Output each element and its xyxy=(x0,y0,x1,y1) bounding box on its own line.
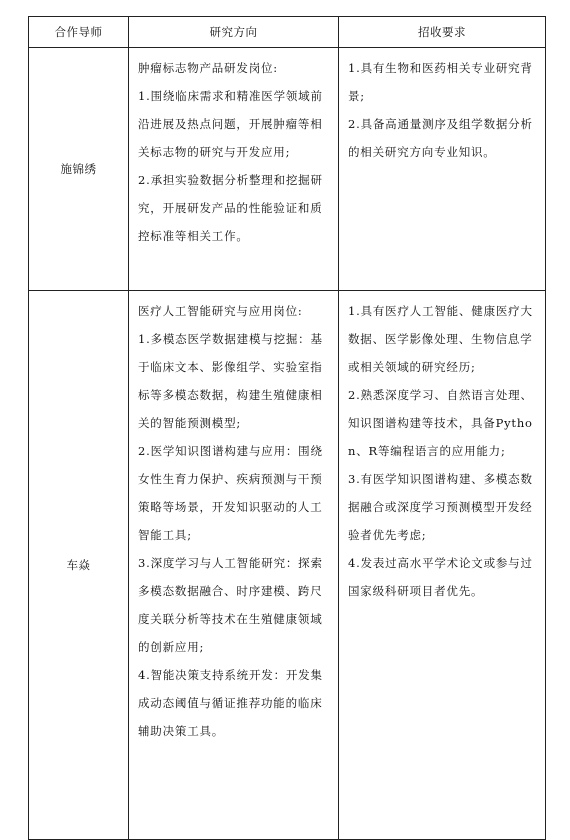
table-row xyxy=(29,291,546,840)
requirement-paragraph: 4.发表过高水平学术论文或参与过国家级科研项目者优先。 xyxy=(348,556,533,598)
direction-paragraph: 1.围绕临床需求和精准医学领域前沿进展及热点问题，开展肿瘤等相关标志物的研究与开发应用; xyxy=(138,89,323,159)
header-requirements: 招收要求 xyxy=(339,17,546,48)
mentor-name: 车焱 xyxy=(29,291,129,840)
requirements-cell xyxy=(339,48,546,291)
research-direction-cell xyxy=(129,291,339,840)
direction-paragraph: 肿瘤标志物产品研发岗位: xyxy=(138,61,278,75)
direction-paragraph: 医疗人工智能研究与应用岗位: xyxy=(138,304,303,318)
header-mentor: 合作导师 xyxy=(29,17,129,48)
direction-paragraph: 4.智能决策支持系统开发：开发集成动态阈值与循证推荐功能的临床辅助决策工具。 xyxy=(138,668,323,738)
research-direction-cell xyxy=(129,48,339,291)
requirement-paragraph: 1.具有生物和医药相关专业研究背景; xyxy=(348,61,533,103)
mentor-name: 施锦绣 xyxy=(29,48,129,291)
direction-paragraph: 1.多模态医学数据建模与挖掘：基于临床文本、影像组学、实验室指标等多模态数据，构建生殖健康相关的智能预测模型; xyxy=(138,332,323,430)
requirements-cell xyxy=(339,291,546,840)
header-research-direction: 研究方向 xyxy=(129,17,339,48)
document-page xyxy=(28,16,546,840)
requirement-paragraph: 2.具备高通量测序及组学数据分析的相关研究方向专业知识。 xyxy=(348,117,533,159)
direction-paragraph: 2.医学知识图谱构建与应用：围绕女性生育力保护、疾病预测与干预策略等场景，开发知识驱动的人工智能工具; xyxy=(138,444,323,542)
requirement-paragraph: 3.有医学知识图谱构建、多模态数据融合或深度学习预测模型开发经验者优先考虑; xyxy=(348,472,533,542)
table-row xyxy=(29,48,546,291)
recruitment-table xyxy=(28,16,546,840)
requirement-paragraph: 2.熟悉深度学习、自然语言处理、知识图谱构建等技术，具备Python、R等编程语言的应用能力; xyxy=(348,388,533,458)
direction-paragraph: 2.承担实验数据分析整理和挖掘研究，开展研发产品的性能验证和质控标准等相关工作。 xyxy=(138,173,323,243)
table-header-row xyxy=(29,17,546,48)
requirement-paragraph: 1.具有医疗人工智能、健康医疗大数据、医学影像处理、生物信息学或相关领域的研究经历; xyxy=(348,304,533,374)
direction-paragraph: 3.深度学习与人工智能研究：探索多模态数据融合、时序建模、跨尺度关联分析等技术在生殖健康领域的创新应用; xyxy=(138,556,323,654)
